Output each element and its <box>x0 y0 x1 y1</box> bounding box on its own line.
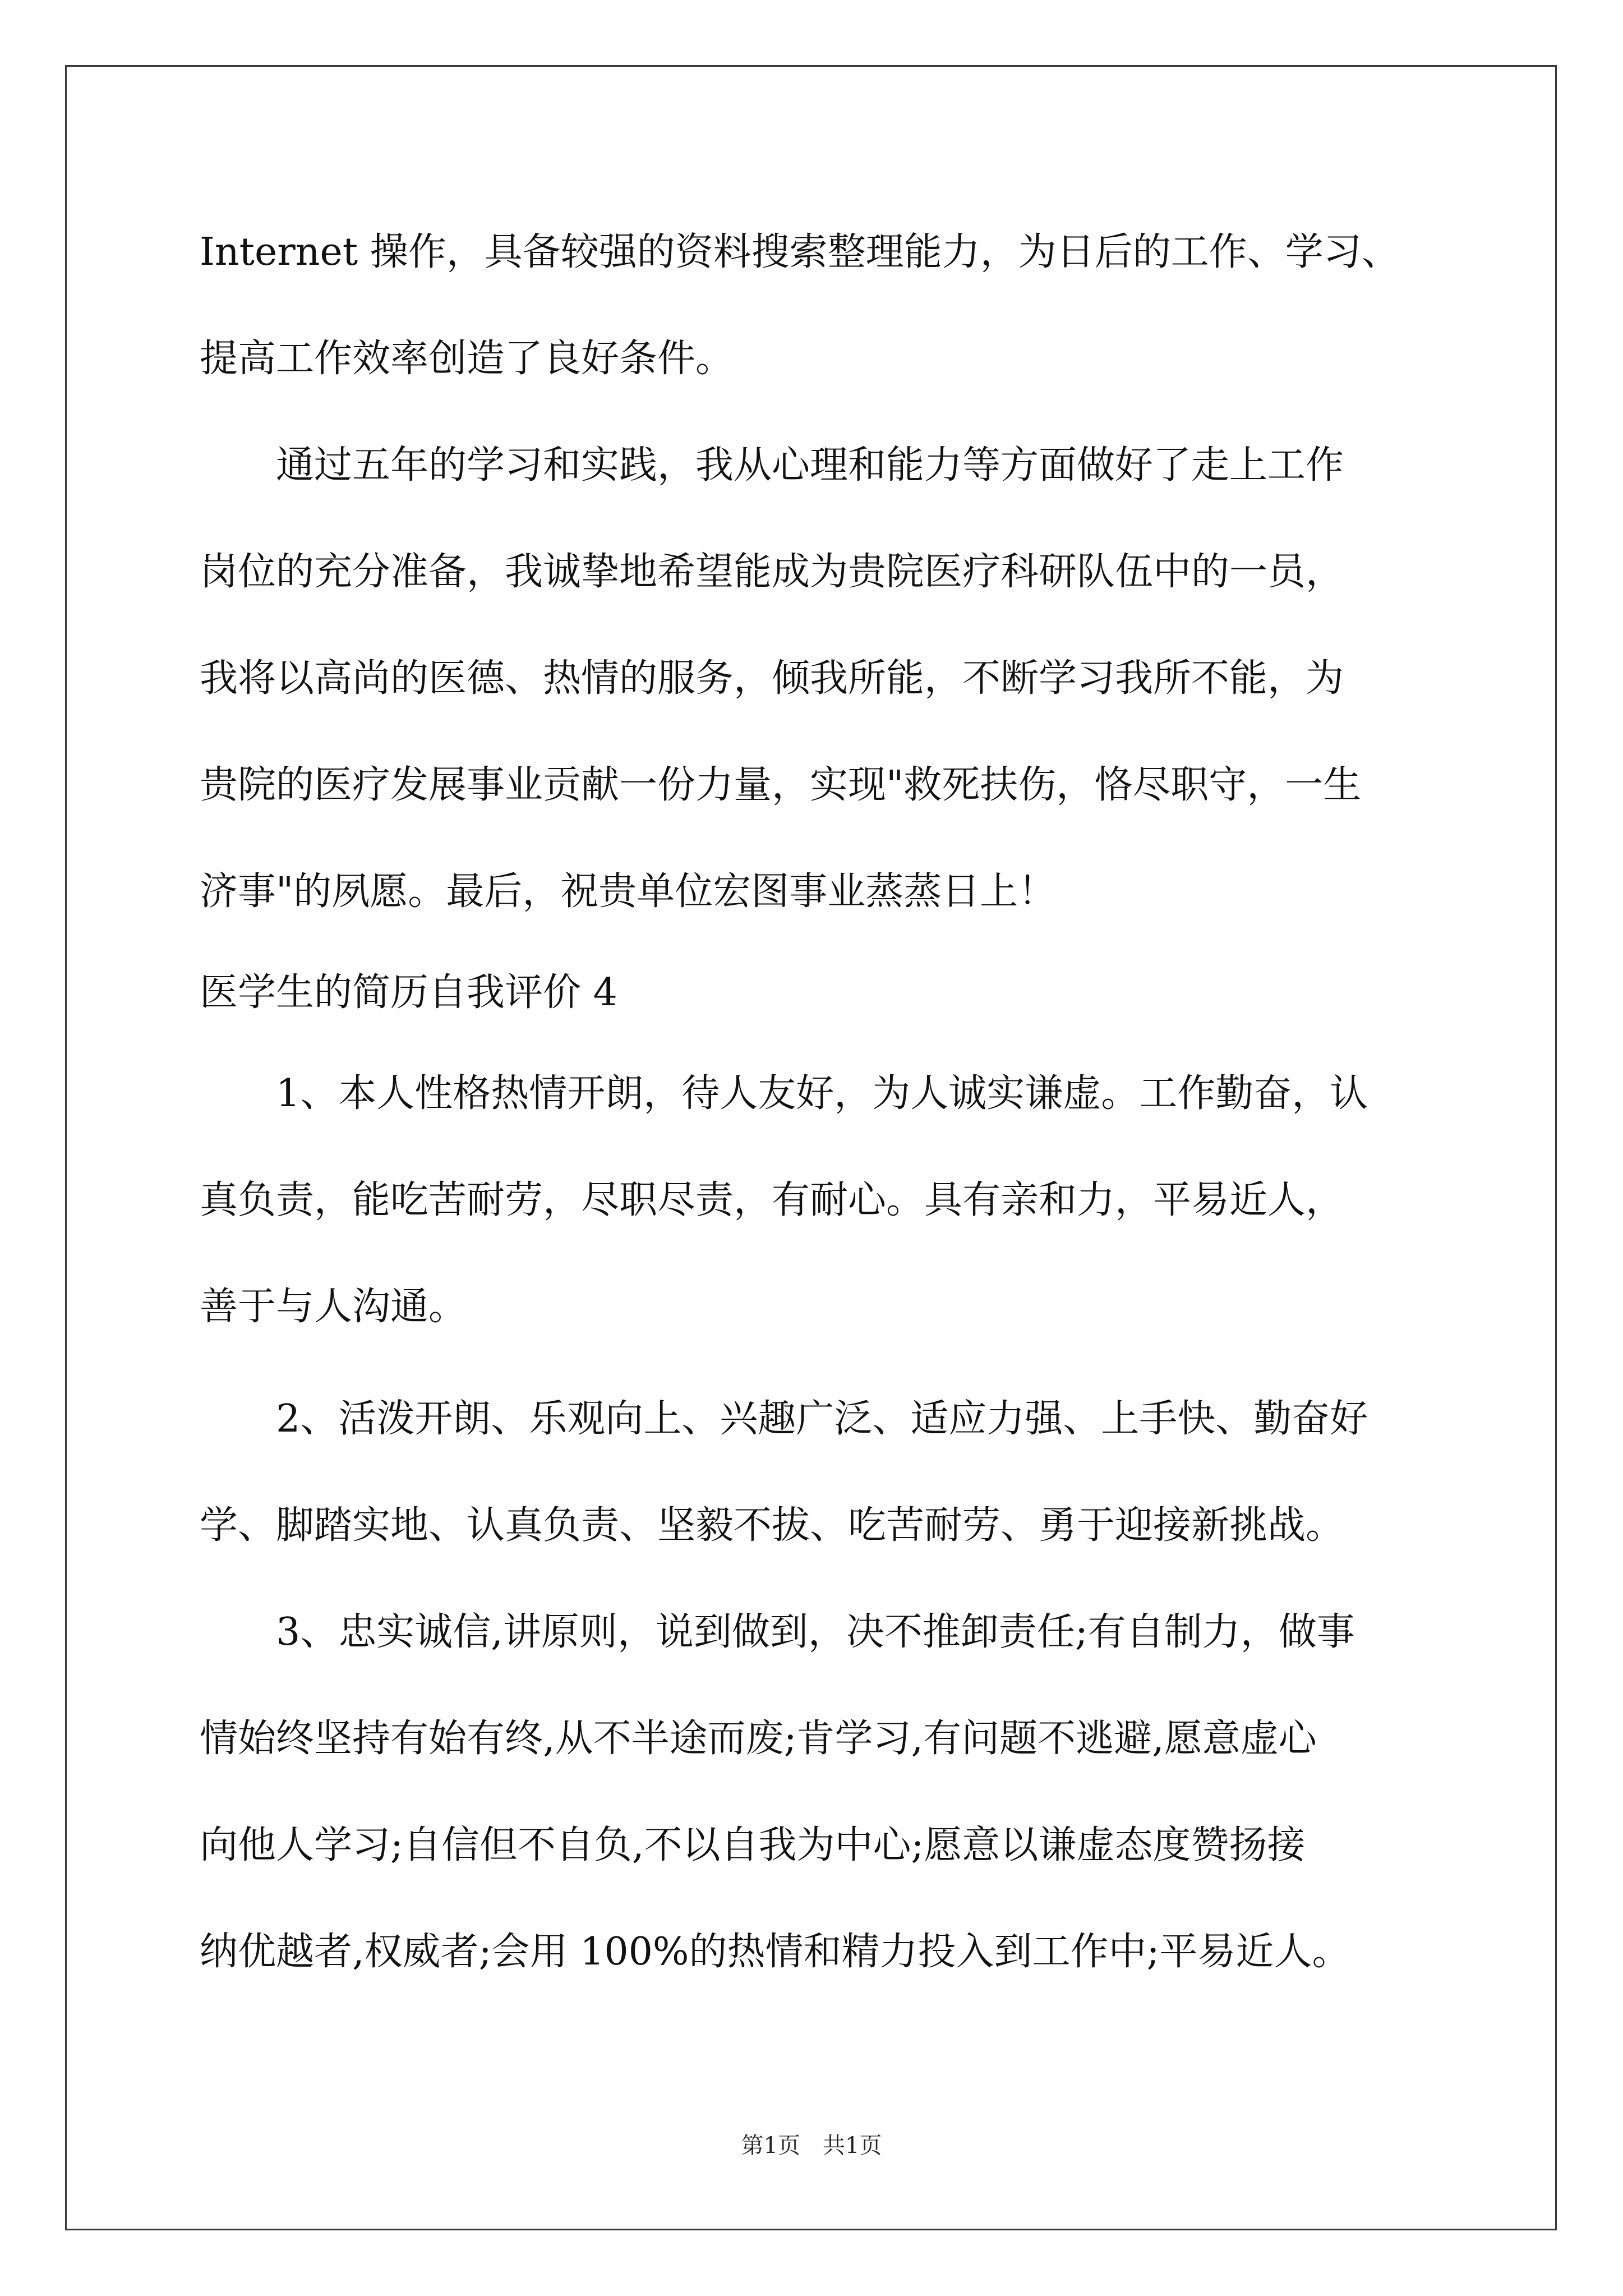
body-text-line: 向他人学习;自信但不自负,不以自我为中心;愿意以谦虚态度赞扬接 <box>200 1823 1306 1867</box>
body-text-line: 提高工作效率创造了良好条件。 <box>200 337 734 381</box>
body-text-line: 真负责，能吃苦耐劳，尽职尽责，有耐心。具有亲和力，平易近人， <box>200 1178 1344 1222</box>
body-text-line: 通过五年的学习和实践，我从心理和能力等方面做好了走上工作 <box>200 443 1344 487</box>
body-text-line: 2、活泼开朗、乐观向上、兴趣广泛、适应力强、上手快、勤奋好 <box>200 1397 1368 1441</box>
body-text-line: 我将以高尚的医德、热情的服务，倾我所能，不断学习我所不能，为 <box>200 656 1344 701</box>
body-text-line: 贵院的医疗发展事业贡献一份力量，实现"救死扶伤，恪尽职守，一生 <box>200 763 1362 807</box>
body-text-line: 岗位的充分准备，我诚挚地希望能成为贵院医疗科研队伍中的一员， <box>200 550 1344 594</box>
body-text-line: Internet 操作，具备较强的资料搜索整理能力，为日后的工作、学习、 <box>200 230 1400 274</box>
body-text-line: 善于与人沟通。 <box>200 1285 467 1329</box>
body-text-line: 1、本人性格热情开朗，待人友好，为人诚实谦虚。工作勤奋，认 <box>200 1071 1368 1116</box>
body-text-line: 纳优越者,权威者;会用 100%的热情和精力投入到工作中;平易近人。 <box>200 1930 1350 1974</box>
page-number-footer: 第1页 共1页 <box>741 2133 882 2159</box>
page-border <box>65 65 1557 2230</box>
body-text-line: 学、脚踏实地、认真负责、坚毅不拔、吃苦耐劳、勇于迎接新挑战。 <box>200 1503 1344 1548</box>
body-text-line: 情始终坚持有始有终,从不半途而废;肯学习,有问题不逃避,愿意虚心 <box>200 1717 1317 1761</box>
body-text-line: 济事"的夙愿。最后，祝贵单位宏图事业蒸蒸日上！ <box>200 869 1057 914</box>
section-heading: 医学生的简历自我评价 4 <box>200 970 617 1015</box>
body-text-line: 3、忠实诚信,讲原则，说到做到，决不推卸责任;有自制力，做事 <box>200 1610 1355 1654</box>
